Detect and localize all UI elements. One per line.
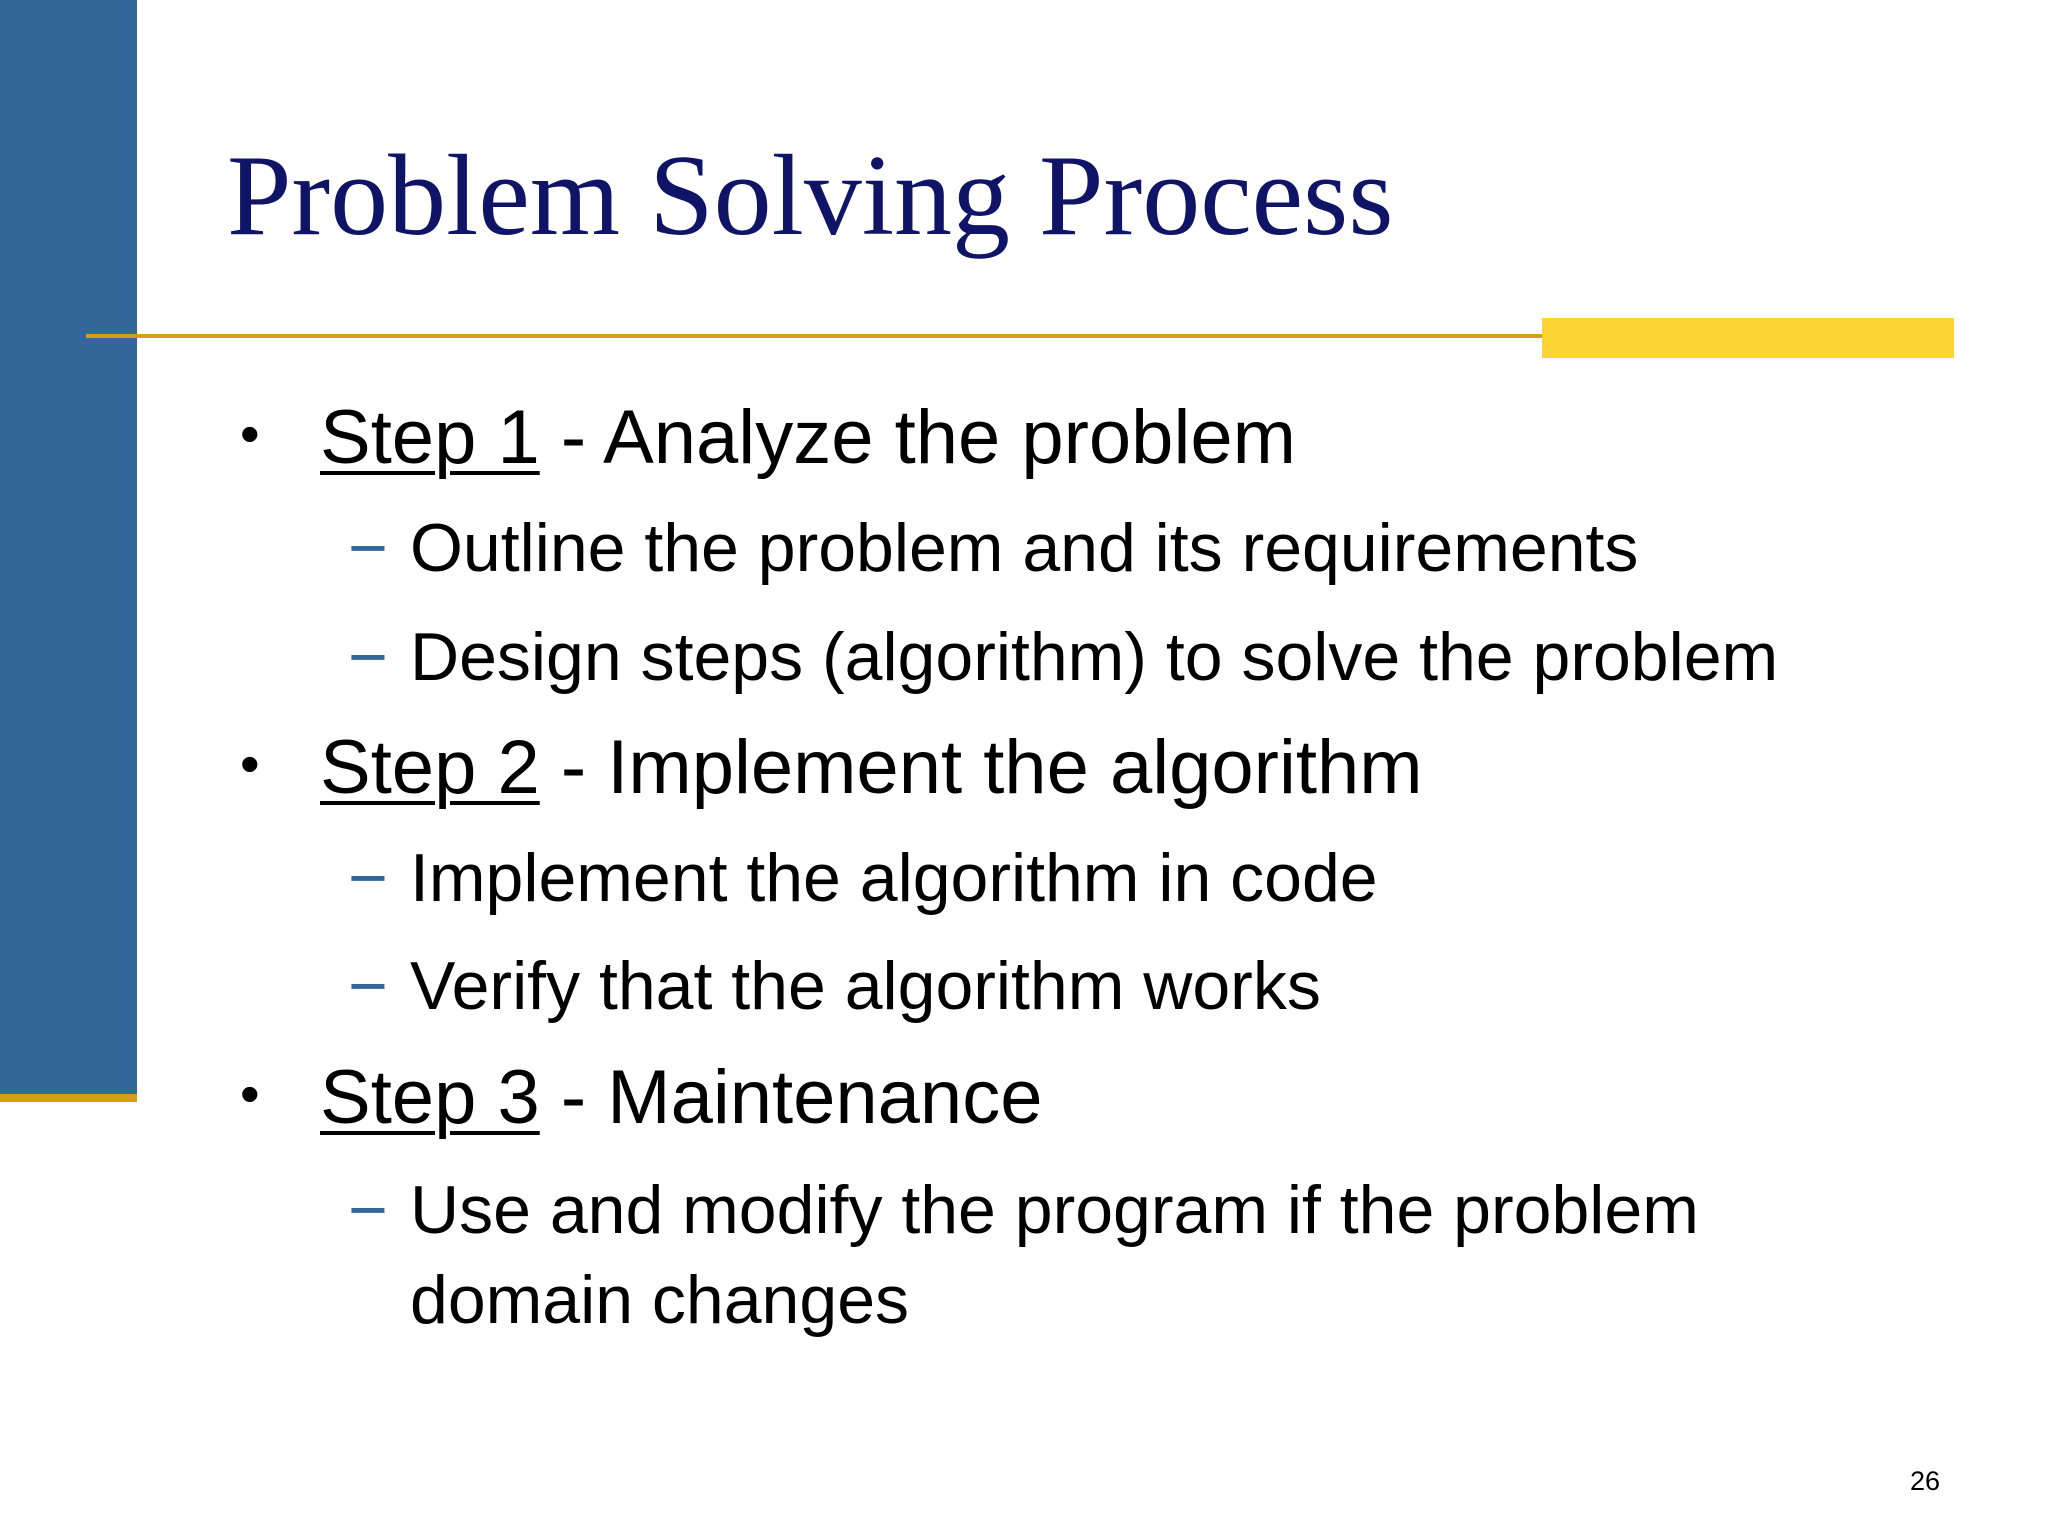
sub-item-2-2 [348,942,1321,1030]
bullet-dot-icon: • [240,1062,260,1125]
sub-item-text: Outline the problem and its requirements [410,510,1639,586]
dash-icon: − [348,510,388,586]
bullet-step-2 [240,726,1423,810]
left-accent-bar [0,0,137,1096]
step-2-label: Step 2 [320,725,540,810]
left-bar-gold-edge [0,1094,137,1102]
bullet-step-1 [240,396,1296,480]
sub-item-text: Implement the algorithm in code [410,840,1378,916]
dash-icon: − [348,1172,388,1248]
dash-icon: − [348,948,388,1024]
sub-item-text: Verify that the algorithm works [410,948,1321,1024]
page-number: 26 [1909,1466,1940,1496]
sub-item-2-1 [348,834,1378,922]
step-1-label: Step 1 [320,395,540,480]
slide-title: Problem Solving Process [227,132,1394,260]
title-divider-highlight [1542,318,1954,358]
sub-item-1-1 [348,504,1638,592]
sub-item-1-2 [348,613,1778,701]
step-2-text: - Implement the algorithm [539,725,1423,810]
step-1-text: - Analyze the problem [539,395,1296,480]
step-3-text: - Maintenance [539,1055,1043,1140]
step-3-label: Step 3 [320,1055,540,1140]
bullet-dot-icon: • [240,732,260,795]
sub-item-3-1 [348,1166,1968,1346]
sub-item-text: Use and modify the program if the problem domain changes [410,1172,1699,1338]
bullet-step-3 [240,1056,1042,1140]
sub-item-text: Design steps (algorithm) to solve the problem [410,619,1779,695]
dash-icon: − [348,619,388,695]
dash-icon: − [348,840,388,916]
bullet-dot-icon: • [240,402,260,465]
